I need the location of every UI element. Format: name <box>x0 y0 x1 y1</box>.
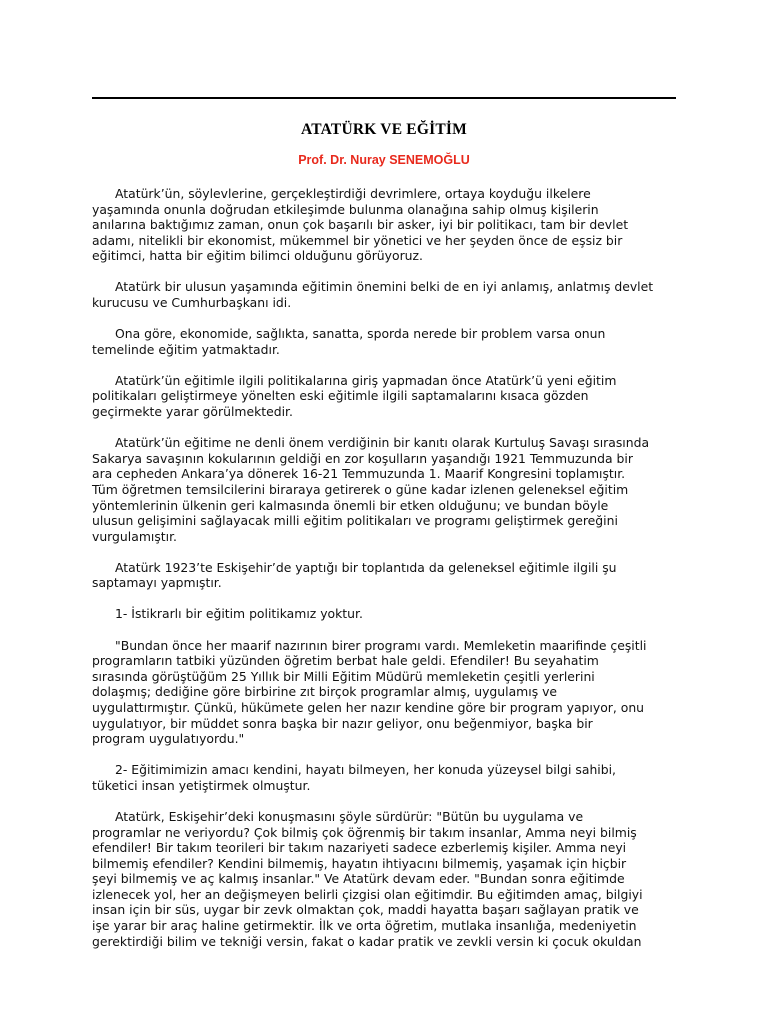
paragraph: Atatürk, Eskişehir’deki konuşmasını şöyle sürdürür: "Bütün bu uygulama ve programlar ne veriyordu? Çok bilmiş çok öğrenmiş bir takım insanlar, Amma neyi bilmiş efendiler! Bir takım teorileri bir takım nazariyeti sadece ezberlemiş kişiler. Amma neyi bilmemiş efendiler? Kendini bilmemiş, hayatın ihtiyacını bilmemiş, yaşamak için hiçbir şeyi bilmemiş ve aç kalmış insanlar." Ve Atatürk devam eder. "Bundan sonra eğitimde izlenecek yol, her an değişmeyen belirli çizgisi olan eğitimdir. Bu eğitimden amaç, bilgiyi insan için bir süs, uygar bir zevk olmaktan çok, maddi hayatta başarı sağlayan pratik ve işe yarar bir araç haline getirmektir. İlk ve orta öğretim, mutlaka insanlığa, medeniyetin gerektirdiği bilim ve tekniği versin, fakat o kadar pratik ve zevkli versin ki çocuk okuldan <box>92 808 643 949</box>
paragraph: 1- İstikrarlı bir eğitim politikamız yoktur. <box>115 606 363 622</box>
paragraph: Atatürk’ün eğitimle ilgili politikalarına giriş yapmadan önce Atatürk’ü yeni eğitim politikaları geliştirmeye yönelten eski eğitimle ilgili saptamalarını kısaca gözden geçirmekte yarar görülmektedir. <box>92 372 617 420</box>
paragraph: Ona göre, ekonomide, sağlıkta, sanatta, sporda nerede bir problem varsa onun temelinde eğitim yatmaktadır. <box>92 326 606 357</box>
top-rule <box>92 97 676 99</box>
document-body <box>92 186 676 965</box>
paragraph: "Bundan önce her maarif nazırının birer programı vardı. Memleketin maarifinde çeşitli programların tatbiki yüzünden öğretim berbat hale geldi. Efendiler! Bu seyahatim sırasında görüştüğüm 25 Yıllık bir Milli Eğitim Müdürü memleketin çeşitli yerlerini dolaşmış; dediğine göre birbirine zıt birçok programlar almış, uygulamış ve uygulattırmıştır. Çünkü, hükümete gelen her nazır kendine göre bir program yapıyor, onu uygulatıyor, bir müddet sonra başka bir nazır geliyor, onu beğenmiyor, başka bir program uygulatıyordu." <box>92 637 647 747</box>
paragraph: Atatürk bir ulusun yaşamında eğitimin önemini belki de en iyi anlamış, anlatmış devlet kurucusu ve Cumhurbaşkanı idi. <box>92 279 654 311</box>
author-name: Prof. Dr. Nuray SENEMOĞLU <box>298 153 470 167</box>
paragraph: 2- Eğitimimizin amacı kendini, hayatı bilmeyen, her konuda yüzeysel bilgi sahibi, tüketici insan yetiştirmek olmuştur. <box>92 762 616 793</box>
page-title: ATATÜRK VE EĞİTİM <box>301 121 467 138</box>
paragraph: Atatürk 1923’te Eskişehir’de yaptığı bir toplantıda da geleneksel eğitimle ilgili şu saptamayı yapmıştır. <box>92 559 617 591</box>
paragraph: Atatürk’ün, söylevlerine, gerçekleştirdiği devrimlere, ortaya koyduğu ilkelere yaşamında onunla doğrudan etkileşimde bulunma olanağına sahip olmuş kişilerin anılarına baktığımız zaman, onun çok başarılı bir asker, iyi bir politikacı, tam bir devlet adamı, nitelikli bir ekonomist, mükemmel bir yönetici ve her şeyden önce de eşsiz bir eğitimci, hatta bir eğitim bilimci olduğunu görüyoruz. <box>92 186 629 264</box>
paragraph: Atatürk’ün eğitime ne denli önem verdiğinin bir kanıtı olarak Kurtuluş Savaşı sırasında Sakarya savaşının kokularının geldiği en zor koşulların yaşandığı 1921 Temmuzunda bir ara cepheden Ankara’ya dönerek 16-21 Temmuzunda 1. Maarif Kongresini toplamıştır. Tüm öğretmen temsilcilerini biraraya getirerek o güne kadar izlenen geleneksel eğitim yöntemlerinin ülkenin geri kalmasında önemli bir etken olduğunu; ve bundan böyle ulusun gelişimini sağlayacak milli eğitim politikaları ve programı geliştirmek gereğini vurgulamıştır. <box>92 435 650 544</box>
